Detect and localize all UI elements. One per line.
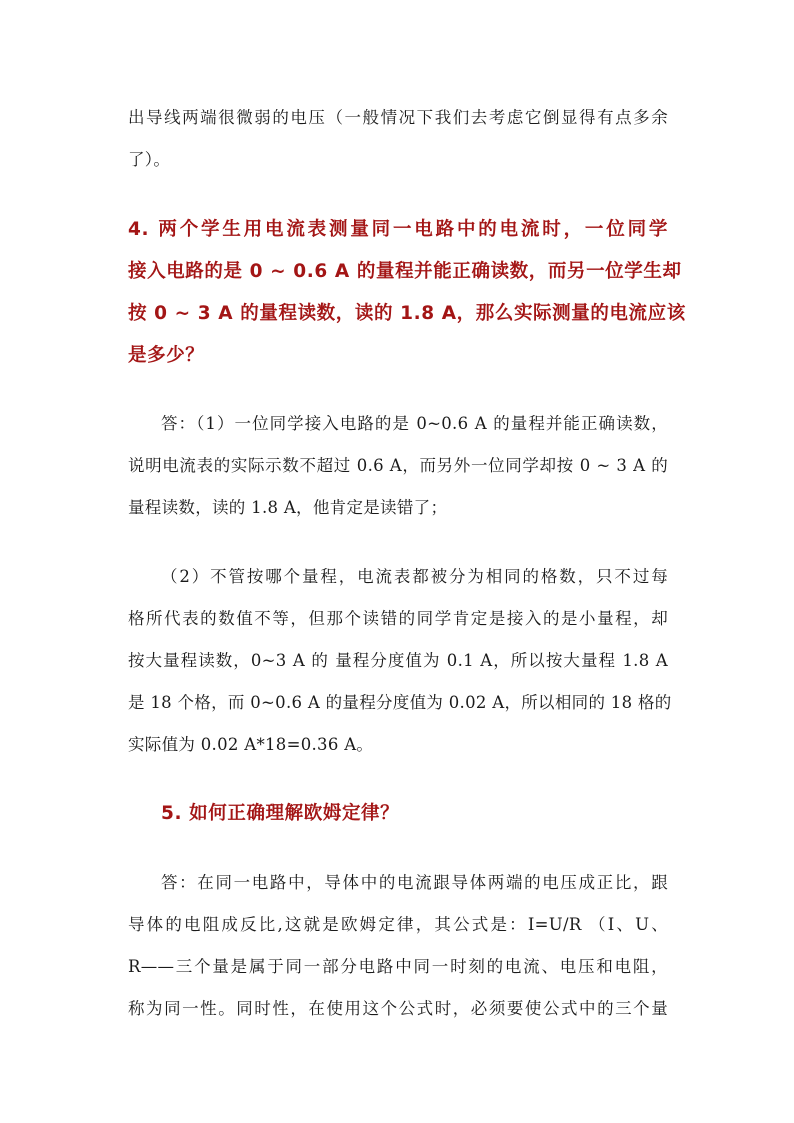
intro-line-1: 出导线两端很微弱的电压（一般情况下我们去考虑它倒显得有点多余 <box>128 108 668 127</box>
question-4-line-3: 按 0 ~ 3 A 的量程读数，读的 1.8 A，那么实际测量的电流应该 <box>128 303 686 324</box>
question-5-heading: 5. 如何正确理解欧姆定律？ <box>161 803 400 824</box>
question-4-line-4: 是多少？ <box>128 345 205 366</box>
intro-line-2: 了）。 <box>128 150 171 169</box>
answer-4-part-2-line-4: 是 18 个格，而 0~0.6 A 的量程分度值为 0.02 A，所以相同的 18 格的 <box>128 693 672 712</box>
answer-4-part-1-line-1: 答：（1）一位同学接入电路的是 0~0.6 A 的量程并能正确读数， <box>161 414 668 433</box>
answer-5-line-2: 导体的电阻成反比,这就是欧姆定律，其公式是：I=U/R （I、U、 <box>128 915 668 934</box>
question-4-line-1: 4. 两个学生用电流表测量同一电路中的电流时，一位同学 <box>128 219 668 240</box>
answer-4-part-2-line-3: 按大量程读数，0~3 A 的 量程分度值为 0.1 A，所以按大量程 1.8 A <box>128 651 668 670</box>
answer-4-part-2-line-5: 实际值为 0.02 A*18=0.36 A。 <box>128 735 374 754</box>
answer-5-line-1: 答：在同一电路中，导体中的电流跟导体两端的电压成正比，跟 <box>161 873 668 892</box>
answer-4-part-2-line-1: （2）不管按哪个量程，电流表都被分为相同的格数，只不过每 <box>161 567 668 586</box>
answer-4-part-1-line-2: 说明电流表的实际示数不超过 0.6 A，而另外一位同学却按 0 ~ 3 A 的 <box>128 456 668 475</box>
answer-4-part-2-line-2: 格所代表的数值不等，但那个读错的同学肯定是接入的是小量程，却 <box>128 609 668 628</box>
answer-4-part-1-line-3: 量程读数，读的 1.8 A，他肯定是读错了； <box>128 498 448 517</box>
answer-5-line-4: 称为同一性。同时性，在使用这个公式时，必须要使公式中的三个量 <box>128 999 668 1018</box>
question-4-line-2: 接入电路的是 0 ~ 0.6 A 的量程并能正确读数，而另一位学生却 <box>128 261 682 282</box>
answer-5-line-3: R——三个量是属于同一部分电路中同一时刻的电流、电压和电阻， <box>128 957 668 976</box>
